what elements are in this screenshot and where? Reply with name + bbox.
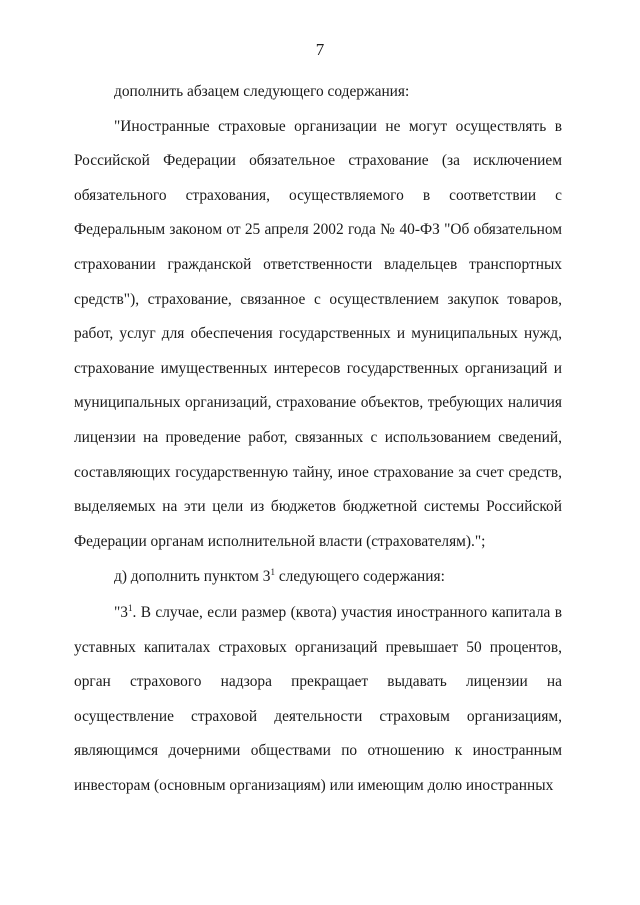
item-d-text-start: д) дополнить пунктом 3: [114, 568, 271, 586]
item-d-text-end: следующего содержания:: [274, 568, 445, 586]
document-body: [74, 75, 562, 803]
paragraph-item-d: [74, 560, 562, 595]
paragraph-intro: дополнить абзацем следующего содержания:: [114, 83, 410, 100]
paragraph-foreign-insurers: "Иностранные страховые организации не могут осуществлять в Российской Федерации обязательное страхование (за исключением обязательного страхования, осуществляемого в соответствии с Федеральным законом от 25 апреля 2002 года № 40-ФЗ "Об обязательном страховании гражданской ответственности владельцев транспортных средств"), страхование, связанное с осуществлением закупок товаров, работ, услуг для обеспечения государственных и муниципальных нужд, страхование имущественных интересов государственных организаций и муниципальных организаций, страхование объектов, требующих наличия лицензии на проведение работ, связанных с использованием сведений, составляющих государственную тайну, иное страхование за счет средств, выделяемых на эти цели из бюджетов бюджетной системы Российской Федерации органам исполнительной власти (страхователям).";: [74, 117, 562, 550]
item-d-superscript: 1: [270, 567, 275, 578]
page-number: 7: [315, 40, 325, 59]
clause-text: . В случае, если размер (квота) участия иностранного капитала в уставных капиталах страховых организаций превышает 50 процентов, орган страхового надзора прекращает выдавать лицензии на осуществление страховой деятельности страховым организациям, являющимся дочерними обществами по отношению к иностранным инвесторам (основным организациям) или имеющим долю иностранных: [74, 603, 562, 794]
paragraph-clause-3-1: [74, 596, 562, 804]
clause-number-start: "3: [114, 603, 128, 621]
clause-number-superscript: 1: [127, 602, 133, 613]
